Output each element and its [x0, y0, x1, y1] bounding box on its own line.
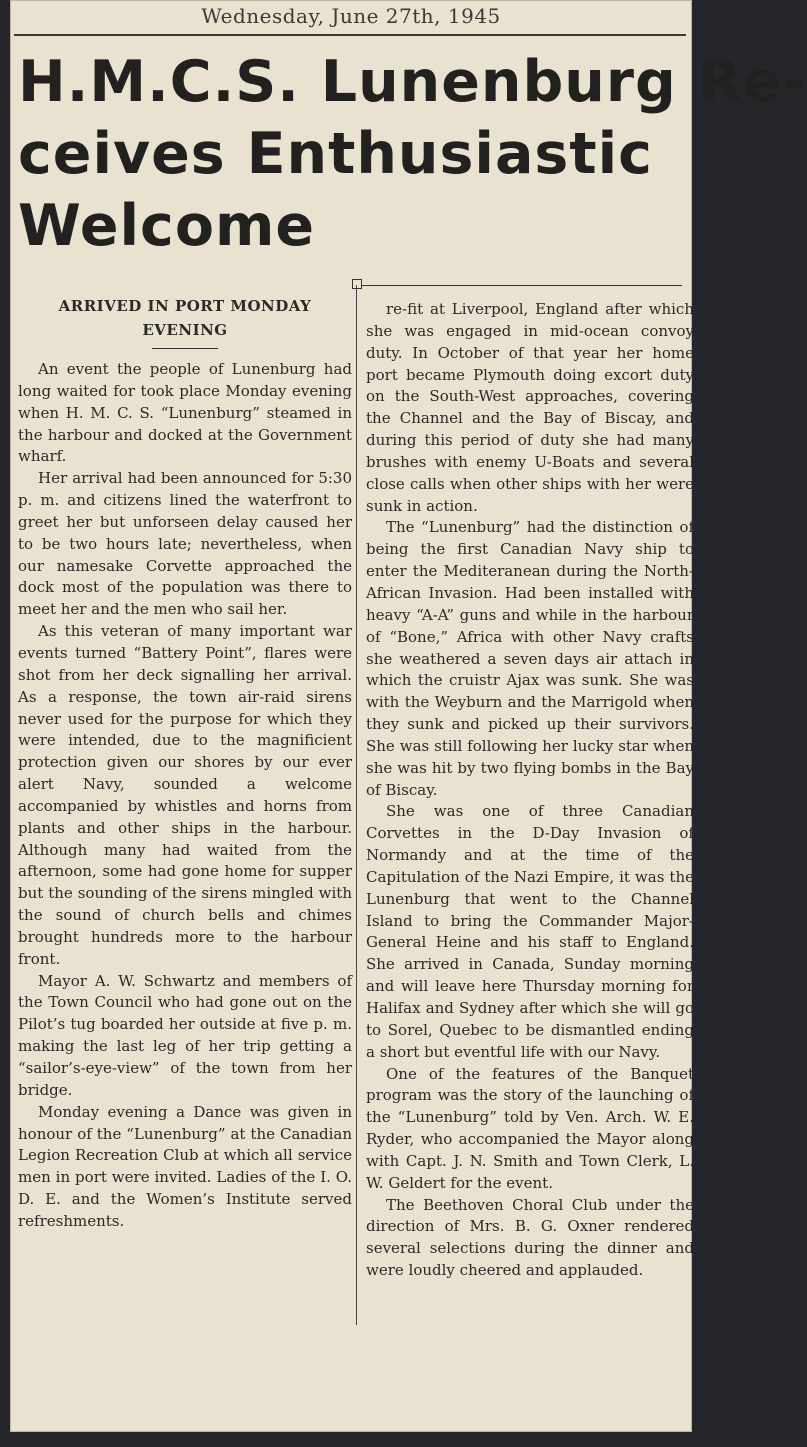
- subhead-rule: [152, 348, 218, 349]
- headline-line-1: H.M.C.S. Lunenburg Re-: [18, 49, 807, 115]
- paragraph: She was one of three Canadian Corvettes in the D-Day Invasion of Normandy and at the time of the Capitulation of the Nazi Empire, it was the Lunenburg that went to the Channel Island to bring the Commander Major-General Heine and his staff to England. She arrived in Canada, Sunday morning and will leave here Thursday morning for Halifax and Sydney after which she will go to Sorel, Quebec to be dismantled ending a short but eventful life with our Navy.: [366, 802, 694, 1061]
- newspaper-clipping: [10, 0, 807, 1432]
- headline: [18, 46, 807, 262]
- column-top-rule: [360, 285, 682, 286]
- paragraph: The “Lunenburg” had the distinction of being the first Canadian Navy ship to enter the Mediteranean during the North-African Invasion. Had been installed with heavy “A-A” guns and while in the harbour of “Bone,” Africa with other Navy crafts she weathered a seven days air attach in which the cruistr Ajax was sunk. She was with the Weyburn and the Marrigold when they sunk and picked up their survivors. She was still following her lucky star when she was hit by two flying bombs in the Bay of Biscay.: [366, 518, 694, 799]
- paragraph: One of the features of the Banquet program was the story of the launching of the “Lunenburg” told by Ven. Arch. W. E. Ryder, who accompanied the Mayor along with Capt. J. N. Smith and Town Clerk, L. W. Geldert for the event.: [366, 1064, 694, 1192]
- paragraph: The Beethoven Choral Club under the direction of Mrs. B. G. Oxner rendered several selections during the dinner and were loudly cheered and applauded.: [366, 1195, 694, 1280]
- subheadline: [18, 294, 352, 342]
- paragraph: Mayor A. W. Schwartz and members of the Town Council who had gone out on the Pilot’s tug boarded her outside at five p. m. making the last leg of her trip getting a “sailor’s-eye-view” of the town from her bridge.: [18, 971, 352, 1099]
- subheadline-line-1: ARRIVED IN PORT MONDAY: [58, 297, 312, 315]
- paragraph: Her arrival had been announced for 5:30 p. m. and citizens lined the waterfront to greet her but unforseen delay caused her to be two hours late; nevertheless, when our namesake Corvette approached the dock most of the population was there to meet her and the men who sail her.: [18, 469, 352, 619]
- dateline: Wednesday, June 27th, 1945: [201, 4, 501, 28]
- headline-line-2: ceives Enthusiastic: [18, 121, 653, 187]
- column-divider: [356, 285, 357, 1325]
- paragraph: Monday evening a Dance was given in honour of the “Lunenburg” at the Canadian Legion Recreation Club at which all service men in port were invited. Ladies of the I. O. D. E. and the Women’s Institute served refreshments.: [18, 1102, 352, 1230]
- paragraph: re-fit at Liverpool, England after which she was engaged in mid-ocean convoy duty. In October of that year her home port became Plymouth doing excort duty on the South-West approaches, covering the Channel and the Bay of Biscay, and during this period of duty she had many brushes with enemy U-Boats and several close calls when other ships with her were sunk in action.: [366, 300, 694, 515]
- left-column: [18, 294, 352, 1233]
- headline-line-3: Welcome: [18, 193, 316, 259]
- right-column: [366, 299, 694, 1282]
- header-rule: [14, 34, 686, 36]
- rule-ornament: [352, 279, 362, 289]
- paragraph: An event the people of Lunenburg had long waited for took place Monday evening when H. M. C. S. “Lunenburg” steamed in the harbour and docked at the Government wharf.: [18, 360, 352, 466]
- paragraph: As this veteran of many important war events turned “Battery Point”, flares were shot from her deck signalling her arrival. As a response, the town air-raid sirens never used for the purpose for which they were intended, due to the magnificient protection given our shores by our ever alert Navy, sounded a welcome accompanied by whistles and horns from plants and other ships in the harbour. Although many had waited from the afternoon, some had gone home for supper but the sounding of the sirens mingled with the sound of church bells and chimes brought hundreds more to the harbour front.: [18, 622, 352, 968]
- subheadline-line-2: EVENING: [142, 321, 228, 339]
